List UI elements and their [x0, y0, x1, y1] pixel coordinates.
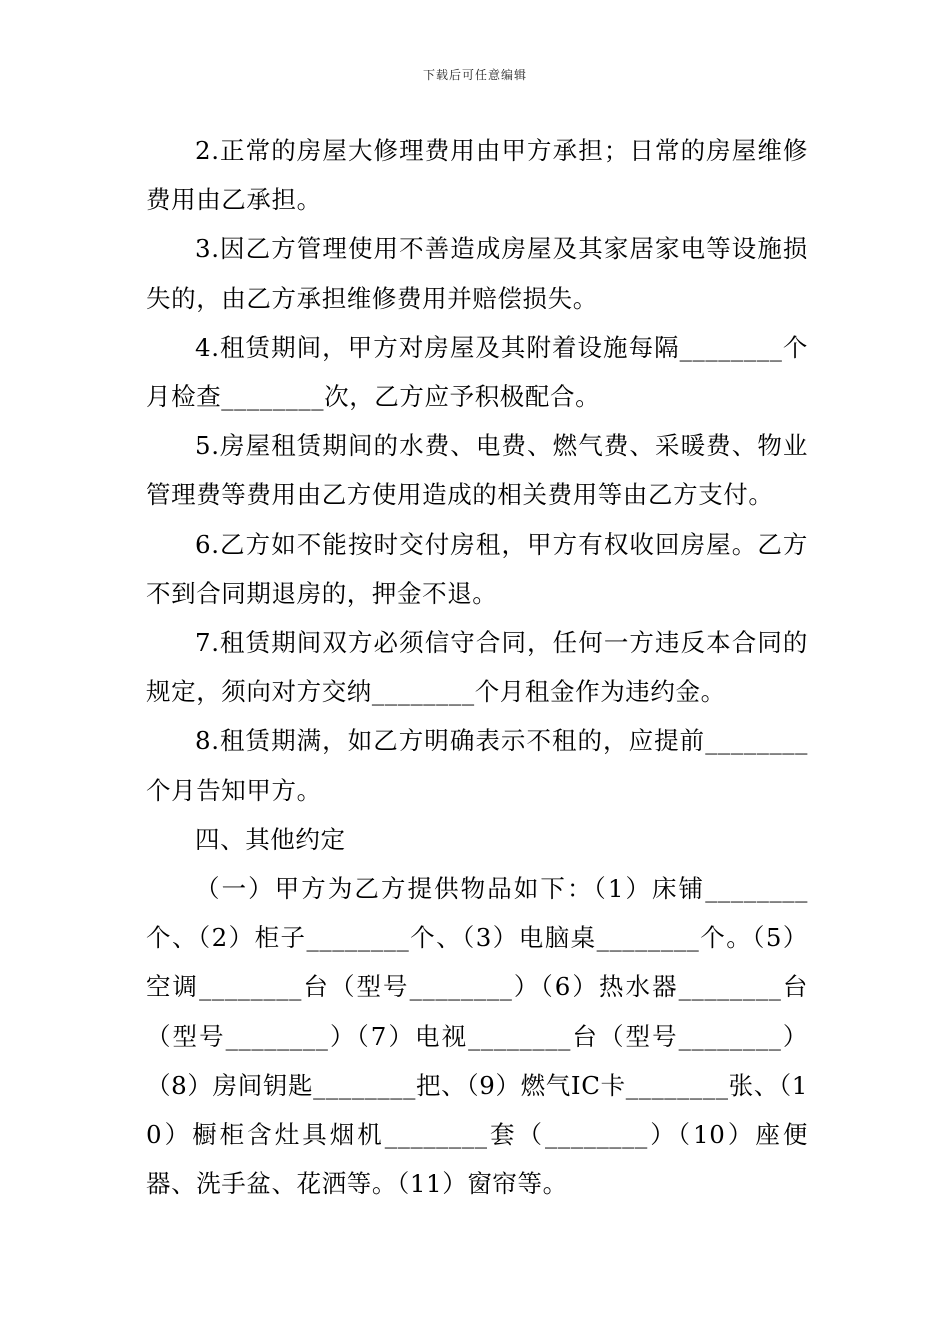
paragraph-clause-2: 2.正常的房屋大修理费用由甲方承担；日常的房屋维修费用由乙承担。: [146, 136, 808, 215]
section-heading-other-terms: 四、其他约定: [195, 824, 346, 854]
paragraph-clause-7: 7.租赁期间双方必须信守合同，任何一方违反本合同的规定，须向对方交纳________个月租金作为违约金。: [146, 628, 808, 707]
paragraph-clause-8: 8.租赁期满，如乙方明确表示不租的，应提前________个月告知甲方。: [146, 726, 808, 805]
paragraph-clause-5: 5.房屋租赁期间的水费、电费、燃气费、采暖费、物业管理费等费用由乙方使用造成的相关费用等由乙方支付。: [146, 431, 808, 510]
paragraph-provided-items: （一）甲方为乙方提供物品如下：（1）床铺________个、（2）柜子________个、（3）电脑桌________个。（5）空调________台（型号________）（6）热水器________台（型号________）（7）电视________台（型号________）（8）房间钥匙________把、（9）燃气IC卡________张、（10）橱柜含灶具烟机________套（________）（10）座便器、洗手盆、花洒等。（11）窗帘等。: [146, 874, 808, 1199]
paragraph-clause-3: 3.因乙方管理使用不善造成房屋及其家居家电等设施损失的，由乙方承担维修费用并赔偿损失。: [146, 234, 808, 313]
page-header: 下载后可任意编辑: [422, 68, 527, 82]
paragraph-clause-4: 4.租赁期间，甲方对房屋及其附着设施每隔________个月检查________次，乙方应予积极配合。: [146, 332, 808, 412]
document-body: [146, 126, 808, 1208]
paragraph-clause-6: 6.乙方如不能按时交付房租，甲方有权收回房屋。乙方不到合同期退房的，押金不退。: [146, 529, 808, 608]
